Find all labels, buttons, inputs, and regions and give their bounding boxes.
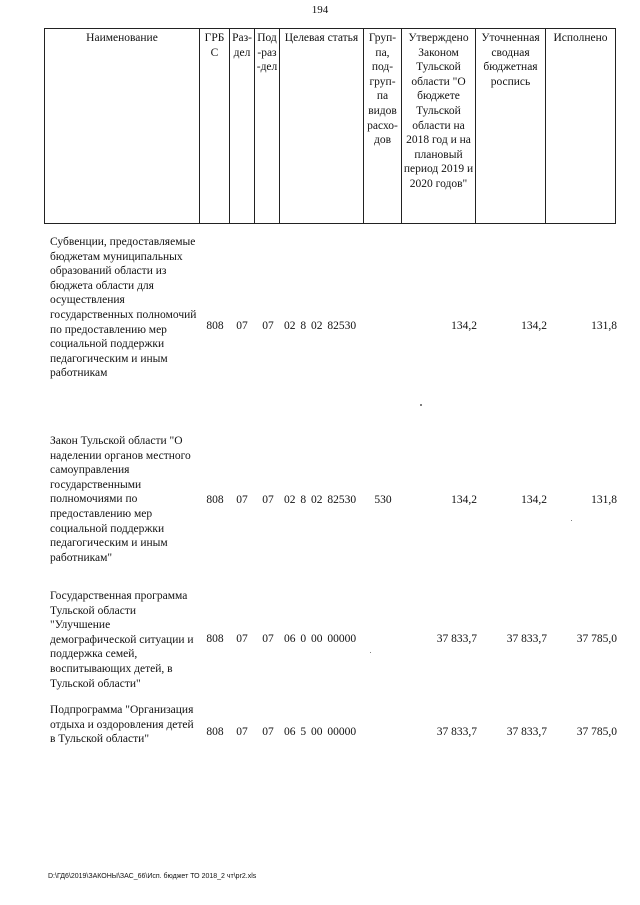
row-utverzhdeno: 134,2: [451, 320, 477, 332]
row-grbs: 808: [206, 726, 224, 738]
page-number: 194: [311, 4, 329, 16]
header-naimenovanie: Наименование: [45, 29, 200, 224]
row-ispolneno: 37 785,0: [576, 633, 617, 645]
row-razdel: 07: [236, 320, 248, 332]
row-podrazdel: 07: [262, 320, 274, 332]
header-podrazdel: Под-раз-дел: [255, 29, 280, 224]
row-name: Субвенции, предоставляемые бюджетам муниципальных образований области из бюджета области для осуществления государственных полномочий по предоставлению мер социальной поддержки педагогическим и иным работникам: [50, 236, 197, 380]
scan-speck: [370, 652, 371, 653]
row-utverzhdeno: 37 833,7: [436, 633, 477, 645]
row-razdel: 07: [236, 726, 248, 738]
row-ispolneno: 131,8: [591, 494, 617, 506]
row-podrazdel: 07: [262, 633, 274, 645]
row-razdel: 07: [236, 633, 248, 645]
row-name: Государственная программа Тульской области "Улучшение демографической ситуации и поддержка семей, воспитывающих детей, в Тульской области": [50, 590, 194, 690]
scan-speck: [571, 520, 572, 521]
header-utverzhdeno: Утверждено Законом Тульской области "О бюджете Тульской области на 2018 год и на плановый период 2019 и 2020 годов": [402, 29, 476, 224]
row-utverzhdeno: 37 833,7: [436, 726, 477, 738]
row-utochnennaya: 37 833,7: [506, 726, 547, 738]
row-grbs: 808: [206, 494, 224, 506]
header-ispolneno: Исполнено: [546, 29, 616, 224]
row-razdel: 07: [236, 494, 248, 506]
row-grbs: 808: [206, 633, 224, 645]
row-utochnennaya: 134,2: [521, 320, 547, 332]
row-utochnennaya: 37 833,7: [506, 633, 547, 645]
scan-speck: [420, 404, 422, 406]
row-ispolneno: 131,8: [591, 320, 617, 332]
file-path-footer: D:\ГД6\2019\ЗАКОНЫ\ЗАС_66\Исп. бюджет ТО 2018_2 чт\pr2.xls: [48, 873, 257, 880]
header-grbs: ГРБС: [200, 29, 230, 224]
row-podrazdel: 07: [262, 494, 274, 506]
header-utochnennaya: Уточненная сводная бюджетная роспись: [476, 29, 546, 224]
row-podrazdel: 07: [262, 726, 274, 738]
row-ispolneno: 37 785,0: [576, 726, 617, 738]
table-header: [44, 28, 616, 224]
header-celevaya-statya: Целевая статья: [280, 29, 364, 224]
row-name: Закон Тульской области "О наделении органов местного самоуправления государственными полномочиями по предоставлению мер социальной поддержки педагогическим и иным работникам": [50, 435, 191, 564]
header-razdel: Раз-дел: [230, 29, 255, 224]
row-celevaya-statya: 06 5 00 00000: [284, 726, 357, 738]
header-gruppa-vidov: Груп-па, под-груп-па видов расхо-дов: [364, 29, 402, 224]
row-grbs: 808: [206, 320, 224, 332]
row-celevaya-statya: 02 8 02 82530: [284, 320, 357, 332]
row-celevaya-statya: 02 8 02 82530: [284, 494, 357, 506]
row-vid-rashodov: 530: [374, 494, 392, 506]
row-name: Подпрограмма "Организация отдыха и оздоровления детей в Тульской области": [50, 704, 194, 746]
row-utochnennaya: 134,2: [521, 494, 547, 506]
row-utverzhdeno: 134,2: [451, 494, 477, 506]
row-celevaya-statya: 06 0 00 00000: [284, 633, 357, 645]
